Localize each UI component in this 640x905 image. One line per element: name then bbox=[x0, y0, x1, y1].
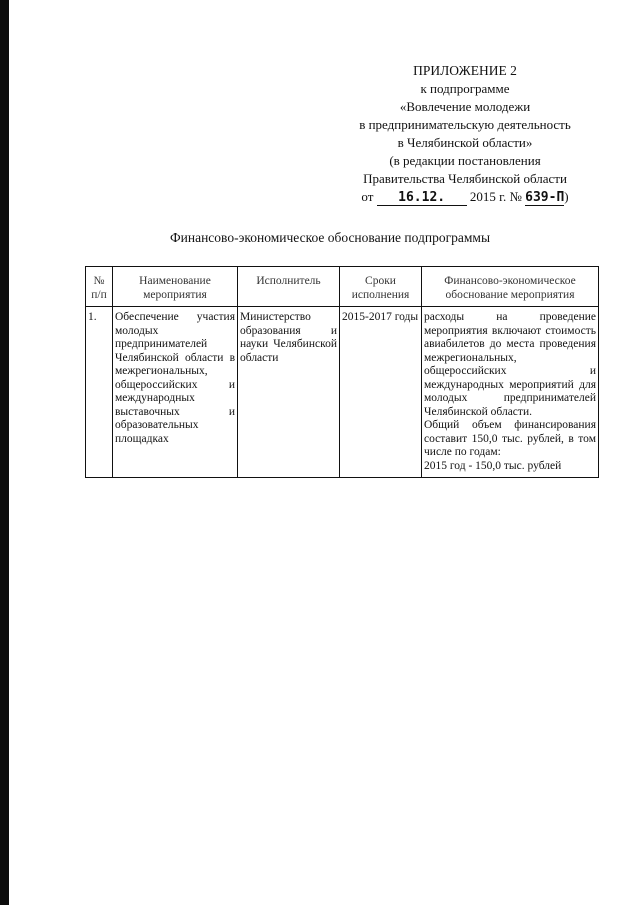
cell-number: 1. bbox=[86, 307, 113, 478]
cell-justification bbox=[422, 307, 599, 478]
date-field bbox=[377, 189, 467, 206]
appendix-line: в Челябинской области» bbox=[397, 135, 533, 150]
appendix-line: в предпринимательскую деятельность bbox=[359, 117, 571, 132]
cell-period: 2015-2017 годы bbox=[340, 307, 422, 478]
header-number: № п/п bbox=[86, 267, 113, 307]
justification-total: Общий объем финансирования составит 150,0 тыс. рублей, в том числе по годам: bbox=[424, 419, 596, 458]
cell-executor: Министерство образования и науки Челябинской области bbox=[238, 307, 340, 478]
header-period: Сроки исполнения bbox=[340, 267, 422, 307]
date-suffix: 2015 г. № bbox=[469, 189, 522, 204]
table-header-row bbox=[86, 267, 599, 307]
justification-text: расходы на проведение мероприятия включают стоимость авиабилетов до места проведения межрегиональных, общероссийских и международных мероприятий для молодых предпринимателей Челябинской области. bbox=[424, 311, 596, 418]
header-name: Наименование мероприятия bbox=[113, 267, 238, 307]
header-justification: Финансово-экономическое обоснование мероприятия bbox=[422, 267, 599, 307]
scan-edge-bar bbox=[0, 0, 9, 905]
appendix-title: ПРИЛОЖЕНИЕ 2 bbox=[413, 63, 517, 78]
appendix-line: Правительства Челябинской области bbox=[363, 171, 567, 186]
appendix-line: «Вовлечение молодежи bbox=[399, 99, 531, 114]
header-executor: Исполнитель bbox=[238, 267, 340, 307]
justification-by-year: 2015 год - 150,0 тыс. рублей bbox=[424, 459, 562, 472]
document-heading: Финансово-экономическое обоснование подпрограммы bbox=[169, 230, 491, 245]
closing-paren: ) bbox=[564, 189, 569, 204]
cell-name: Обеспечение участия молодых предпринимателей Челябинской области в межрегиональных, общероссийских и международных выставочных и образовательных площадках bbox=[113, 307, 238, 478]
appendix-date-line bbox=[300, 188, 630, 206]
number-field bbox=[525, 189, 564, 206]
appendix-line: к подпрограмме bbox=[420, 81, 510, 96]
financial-table bbox=[85, 266, 599, 478]
appendix-block bbox=[300, 62, 630, 206]
date-prefix: от bbox=[361, 189, 374, 204]
document-number: 639-П bbox=[525, 190, 565, 205]
table-row bbox=[86, 307, 599, 478]
date-value: 16.12. bbox=[398, 190, 446, 205]
appendix-line: (в редакции постановления bbox=[389, 153, 541, 168]
